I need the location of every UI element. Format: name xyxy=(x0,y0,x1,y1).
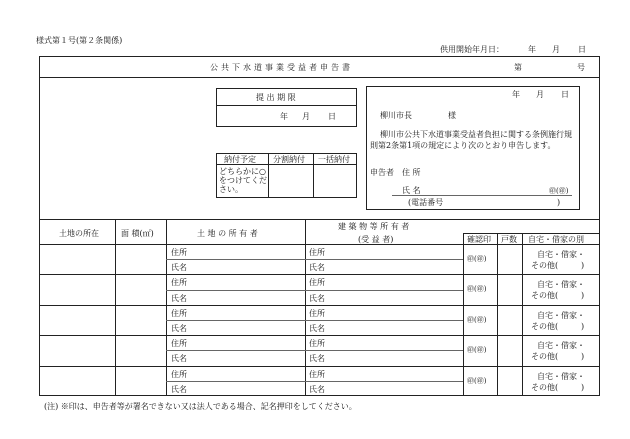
row-divider xyxy=(39,335,600,336)
decl-day: 日 xyxy=(561,90,569,99)
land-owner-address-label: 住所 xyxy=(171,339,187,349)
building-owner-name-label: 氏名 xyxy=(309,263,325,273)
row-mid-divider xyxy=(166,381,463,382)
type-options-line1: 自宅・借家・ xyxy=(537,280,585,290)
addressee-sama: 様 xyxy=(448,111,456,120)
declarant-phone-label: (電話番号 xyxy=(408,198,444,207)
deadline-month: 月 xyxy=(302,112,310,121)
building-owner-name-label: 氏名 xyxy=(309,324,325,333)
type-options-close: ) xyxy=(581,352,585,362)
start-day: 日 xyxy=(578,45,586,54)
declarant-name-underline xyxy=(392,195,572,196)
payment-divider xyxy=(216,164,357,165)
title-divider xyxy=(39,77,600,78)
confirm-seal: ㊞(㊞) xyxy=(467,255,487,263)
payment-header-split: 分割納付 xyxy=(273,155,305,164)
land-owner-address-label: 住所 xyxy=(171,369,187,379)
payment-note-1: どちらかに○ xyxy=(219,167,266,176)
header-area: 面 積(㎡) xyxy=(121,229,154,238)
row-divider xyxy=(39,274,600,275)
declarant-name-label: 氏 名 xyxy=(402,186,421,195)
land-owner-name-label: 氏名 xyxy=(171,324,187,333)
dai-label: 第 xyxy=(514,63,522,72)
row-mid-divider xyxy=(166,259,463,260)
header-building-owner: 建 築 物 等 所 有 者 xyxy=(338,222,410,231)
building-owner-name-label: 氏名 xyxy=(309,354,325,364)
land-owner-name-label: 氏名 xyxy=(171,354,187,364)
type-options-close: ) xyxy=(581,261,585,270)
payment-note-2: をつけてくだ xyxy=(219,176,267,185)
header-beneficiary: (受 益 者) xyxy=(358,235,394,244)
deadline-day: 日 xyxy=(328,112,336,121)
start-year: 年 xyxy=(528,45,536,54)
type-options-line2: その他( xyxy=(531,291,559,301)
land-owner-address-label: 住所 xyxy=(171,248,187,257)
type-options-line1: 自宅・借家・ xyxy=(537,371,585,381)
type-options-line1: 自宅・借家・ xyxy=(537,310,585,320)
form-title: 公共下水道事業受益者申告書 xyxy=(210,63,353,72)
row-divider xyxy=(39,305,600,306)
confirm-seal: ㊞(㊞) xyxy=(467,376,487,385)
land-owner-address-label: 住所 xyxy=(171,278,187,288)
building-owner-name-label: 氏名 xyxy=(309,384,325,394)
payment-note-3: さい。 xyxy=(219,185,243,194)
col-owner-start xyxy=(166,219,167,396)
building-owner-address-label: 住所 xyxy=(309,248,325,257)
declarant-label: 申告者 xyxy=(370,168,394,177)
row-mid-divider xyxy=(166,350,463,351)
building-owner-address-label: 住所 xyxy=(309,369,325,379)
land-owner-name-label: 氏名 xyxy=(171,263,187,273)
declaration-line-1: 柳川市公共下水道事業受益者負担に関する条例施行規 xyxy=(380,130,572,139)
payment-col-2 xyxy=(313,153,314,198)
payment-col-1 xyxy=(268,153,269,198)
col-type-start xyxy=(522,233,523,396)
type-options-close: ) xyxy=(581,291,585,301)
row-mid-divider xyxy=(166,320,463,321)
type-options-line2: その他( xyxy=(531,382,559,392)
type-options-line1: 自宅・借家・ xyxy=(537,250,585,259)
start-date-label: 供用開始年月日： xyxy=(440,45,504,54)
confirm-seal: ㊞(㊞) xyxy=(467,285,487,294)
deadline-label: 提 出 期 限 xyxy=(256,93,296,102)
type-options-line1: 自宅・借家・ xyxy=(537,341,585,351)
header-households: 戸数 xyxy=(501,235,517,244)
building-owner-address-label: 住所 xyxy=(309,339,325,349)
col-households-start xyxy=(497,233,498,396)
row-mid-divider xyxy=(166,290,463,291)
col-confirm-start xyxy=(463,233,464,396)
type-options-line2: その他( xyxy=(531,352,559,362)
col-bldg-start xyxy=(305,219,306,396)
land-owner-address-label: 住所 xyxy=(171,308,187,318)
building-owner-address-label: 住所 xyxy=(309,278,325,288)
row-divider xyxy=(39,366,600,367)
header-sub-divider xyxy=(463,233,600,234)
type-options-close: ) xyxy=(581,321,585,331)
form-number: 様式第１号(第２条関係) xyxy=(36,36,123,45)
payment-header-plan: 納付予定 xyxy=(224,155,256,164)
header-owner: 土 地 の 所 有 者 xyxy=(197,229,258,238)
payment-header-lump: 一括納付 xyxy=(318,155,350,164)
col-area-start xyxy=(115,219,116,396)
type-options-close: ) xyxy=(581,382,585,392)
declarant-seal: ㊞(㊞) xyxy=(549,187,569,195)
deadline-divider xyxy=(216,105,357,106)
addressee: 柳川市長 xyxy=(380,111,412,120)
declaration-line-2: 則第2条第1項の規定により次のとおり申告します。 xyxy=(370,141,556,150)
header-land: 土地の所在 xyxy=(59,229,99,238)
building-owner-address-label: 住所 xyxy=(309,308,325,318)
footnote: (注) ※印は、申告者等が署名できない又は法人である場合、記名押印をしてください。 xyxy=(44,402,357,411)
declarant-phone-close: ) xyxy=(557,198,561,207)
land-owner-name-label: 氏名 xyxy=(171,384,187,394)
table-top xyxy=(39,219,600,220)
land-owner-name-label: 氏名 xyxy=(171,293,187,303)
decl-month: 月 xyxy=(536,90,544,99)
decl-year: 年 xyxy=(512,90,520,99)
confirm-seal: ㊞(㊞) xyxy=(467,346,487,355)
go-label: 号 xyxy=(577,63,585,72)
confirm-seal: ㊞(㊞) xyxy=(467,315,487,324)
type-options-line2: その他( xyxy=(531,321,559,331)
header-bottom xyxy=(39,244,600,245)
building-owner-name-label: 氏名 xyxy=(309,293,325,303)
start-month: 月 xyxy=(552,45,560,54)
type-options-line2: その他( xyxy=(531,261,559,270)
header-type: 自宅・借家の別 xyxy=(528,235,584,244)
declarant-address-label: 住 所 xyxy=(402,168,421,177)
deadline-year: 年 xyxy=(280,112,288,121)
header-confirm: 確認印 xyxy=(467,235,491,244)
